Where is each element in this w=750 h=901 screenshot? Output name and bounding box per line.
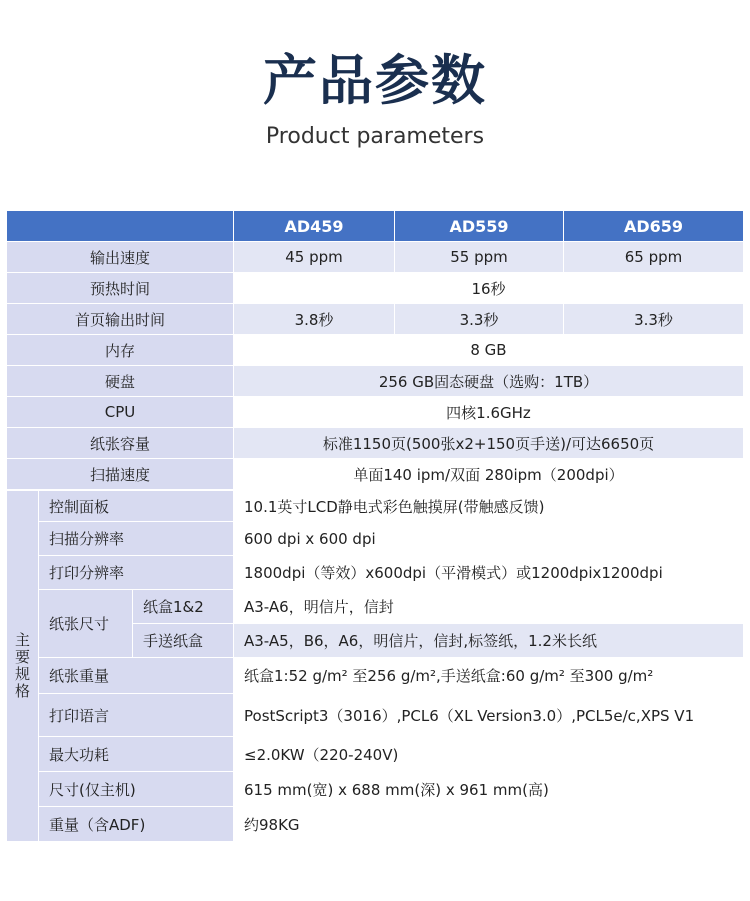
memory-value: 8 GB — [234, 335, 743, 365]
paper-size-bypass-value: A3-A5，B6，A6，明信片，信封,标签纸，1.2米长纸 — [234, 624, 743, 657]
warmup-time-value: 16秒 — [234, 273, 743, 303]
row-label-hard-disk: 硬盘 — [7, 366, 233, 396]
max-power-value: ≤2.0KW（220-240V) — [234, 737, 743, 771]
row-label-first-page-time: 首页输出时间 — [7, 304, 233, 334]
output-speed-ad659: 65 ppm — [564, 242, 743, 272]
paper-size-bypass-label: 手送纸盒 — [133, 624, 233, 657]
model-header-ad559: AD559 — [395, 211, 563, 241]
control-panel-value: 10.1英寸LCD静电式彩色触摸屏(带触感反馈) — [234, 491, 743, 521]
first-page-ad459: 3.8秒 — [234, 304, 394, 334]
paper-capacity-value: 标准1150页(500张x2+150页手送)/可达6650页 — [234, 428, 743, 458]
print-resolution-value: 1800dpi（等效）x600dpi（平滑模式）或1200dpix1200dpi — [234, 556, 743, 589]
scan-resolution-value: 600 dpi x 600 dpi — [234, 522, 743, 555]
spec-label-paper-weight: 纸张重量 — [39, 658, 233, 693]
dimensions-value: 615 mm(宽) x 688 mm(深) x 961 mm(高) — [234, 772, 743, 806]
weight-value: 约98KG — [234, 807, 743, 841]
spec-label-scan-resolution: 扫描分辨率 — [39, 522, 233, 555]
spec-label-print-resolution: 打印分辨率 — [39, 556, 233, 589]
row-label-paper-capacity: 纸张容量 — [7, 428, 233, 458]
print-language-value: PostScript3（3016）,PCL6（XL Version3.0）,PCL5e/c,XPS V1 — [234, 694, 743, 736]
first-page-ad559: 3.3秒 — [395, 304, 563, 334]
hard-disk-value: 256 GB固态硬盘（选购：1TB） — [234, 366, 743, 396]
row-label-output-speed: 输出速度 — [7, 242, 233, 272]
model-header-ad659: AD659 — [564, 211, 743, 241]
row-label-warmup-time: 预热时间 — [7, 273, 233, 303]
page-subtitle: Product parameters — [265, 124, 485, 149]
first-page-ad659: 3.3秒 — [564, 304, 743, 334]
output-speed-ad559: 55 ppm — [395, 242, 563, 272]
model-header-ad459: AD459 — [234, 211, 394, 241]
cpu-value: 四核1.6GHz — [234, 397, 743, 427]
spec-label-dimensions: 尺寸(仅主机) — [39, 772, 233, 806]
main-spec-label: 主要规格 — [7, 491, 38, 841]
row-label-scan-speed: 扫描速度 — [7, 459, 233, 489]
output-speed-ad459: 45 ppm — [234, 242, 394, 272]
spec-label-max-power: 最大功耗 — [39, 737, 233, 771]
row-label-cpu: CPU — [7, 397, 233, 427]
spec-label-weight: 重量（含ADF) — [39, 807, 233, 841]
paper-weight-value: 纸盒1:52 g/m² 至256 g/m²,手送纸盒:60 g/m² 至300 g/m² — [234, 658, 743, 693]
header-label-cell — [7, 211, 233, 241]
paper-size-tray-label: 纸盒1&2 — [133, 590, 233, 623]
scan-speed-value: 单面140 ipm/双面 280ipm（200dpi） — [234, 459, 743, 489]
paper-size-tray-value: A3-A6，明信片，信封 — [234, 590, 743, 623]
spec-label-print-language: 打印语言 — [39, 694, 233, 736]
spec-label-control-panel: 控制面板 — [39, 491, 233, 521]
row-label-memory: 内存 — [7, 335, 233, 365]
spec-label-paper-size: 纸张尺寸 — [39, 590, 132, 657]
page-title: 产品参数 — [263, 49, 487, 112]
